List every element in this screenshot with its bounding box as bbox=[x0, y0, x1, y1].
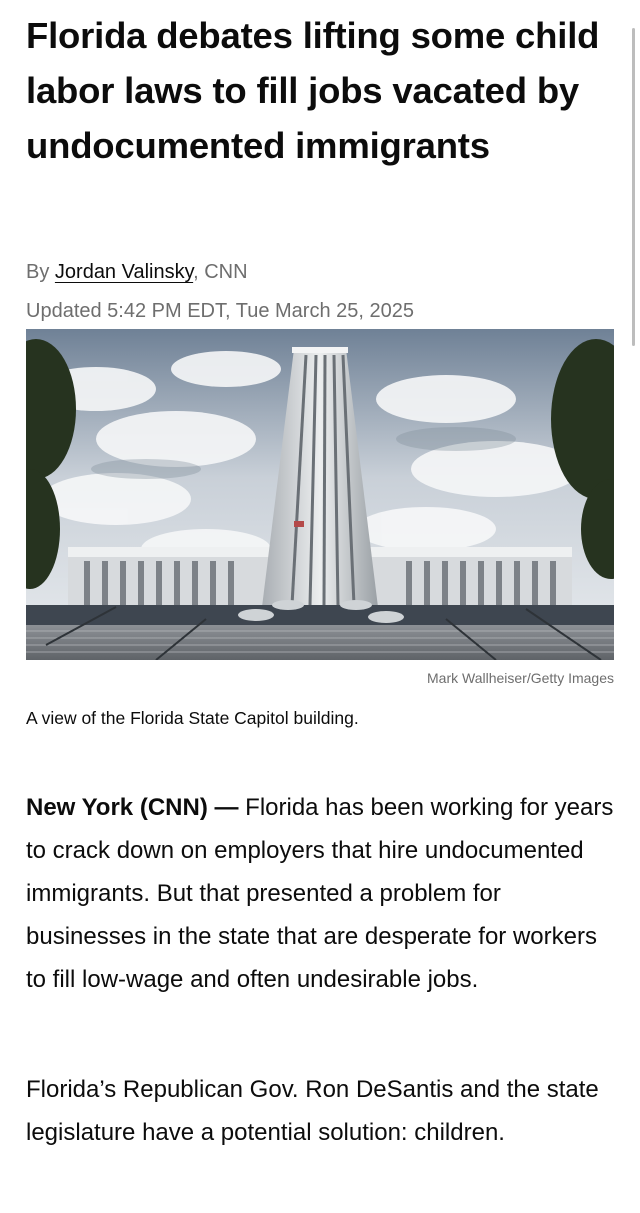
byline-prefix: By bbox=[26, 261, 55, 283]
timestamp: Updated 5:42 PM EDT, Tue March 25, 2025 bbox=[26, 300, 414, 322]
paragraph-1-text: Florida has been working for years to crack down on employers that hire undocumented immigrants. But that presented a problem for businesses in the state that are desperate for workers to fill low-wage and often undesirable jobs. bbox=[26, 794, 614, 993]
scrollbar[interactable] bbox=[632, 28, 635, 346]
paragraph-1 bbox=[26, 786, 616, 1001]
byline bbox=[26, 261, 248, 284]
dateline-dash: — bbox=[207, 794, 246, 821]
photo-credit: Mark Wallheiser/Getty Images bbox=[427, 670, 614, 686]
dateline: New York (CNN) bbox=[26, 794, 208, 821]
headline: Florida debates lifting some child labor laws to fill jobs vacated by undocumented immigrants bbox=[26, 15, 600, 166]
capitol-photo[interactable] bbox=[26, 329, 614, 660]
author-link[interactable]: Jordan Valinsky bbox=[54, 261, 194, 283]
photo-caption: A view of the Florida State Capitol building. bbox=[26, 708, 359, 728]
paragraph-2: Florida’s Republican Gov. Ron DeSantis and the state legislature have a potential solution: children. bbox=[26, 1076, 599, 1146]
byline-source: , CNN bbox=[193, 261, 248, 283]
